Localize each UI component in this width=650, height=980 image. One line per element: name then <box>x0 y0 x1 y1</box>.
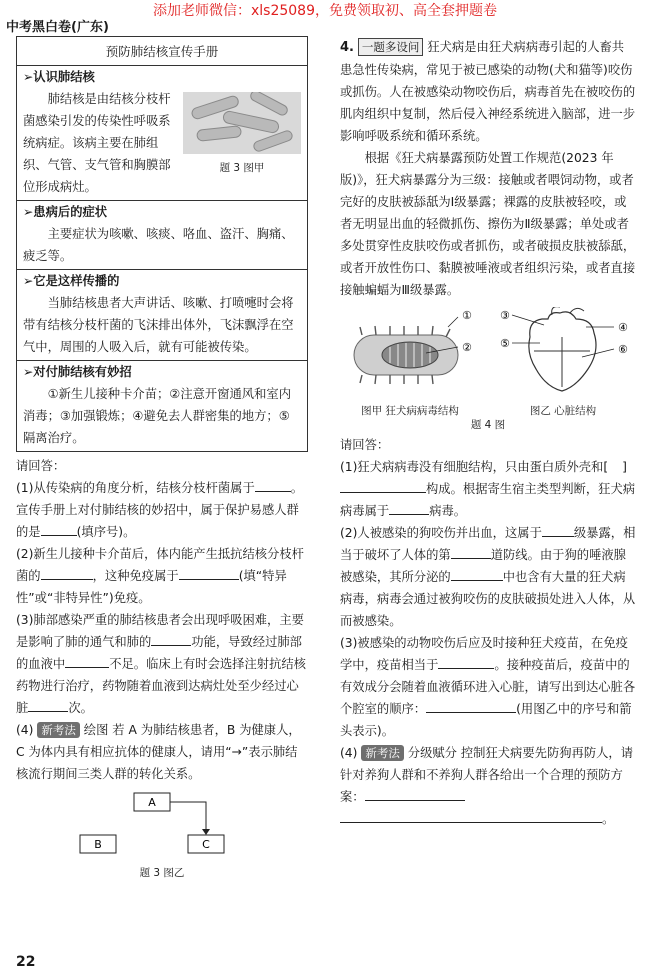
answer-blank[interactable] <box>340 478 426 493</box>
virus-illustration <box>340 307 480 397</box>
virus-caption: 图甲 狂犬病病毒结构 <box>361 405 459 417</box>
answer-blank[interactable] <box>41 565 93 580</box>
heart-illustration <box>490 307 636 397</box>
arrow-head <box>202 829 210 835</box>
bacteria-illustration <box>183 92 301 154</box>
q4-figure-captions <box>340 404 636 418</box>
heart-caption: 图乙 心脏结构 <box>529 405 597 417</box>
node-c-label: C <box>202 838 210 851</box>
answer-blank[interactable] <box>65 653 109 668</box>
book-header: 中考黑白卷(广东) <box>6 20 109 35</box>
heart-figure <box>490 307 636 404</box>
answer-blank[interactable] <box>255 477 291 492</box>
q4-intro: 4. 一题多设问 狂犬病是由狂犬病病毒引起的人畜共患急性传染病，常见于被已感染的动物(犬和猫等)咬伤或抓伤。人在被感染动物咬伤后，病毒首先在被咬伤的肌肉组织中复制，然后侵入神经系统进入脑部，进一步影响呼吸系统和循环系统。 <box>340 40 636 143</box>
answer-blank[interactable] <box>389 500 429 515</box>
node-b-label: B <box>94 838 102 851</box>
answer-blank[interactable] <box>542 522 574 537</box>
section-heading-know: ➢认识肺结核 <box>17 65 307 88</box>
left-q4: (4) 新考法 绘图 若 A 为肺结核患者，B 为健康人，C 为体内具有相应抗体的健康人，请用“→”表示肺结核流行期间三类人群的转化关系。 <box>16 723 301 781</box>
answer-blank[interactable] <box>365 786 465 801</box>
left-q3: (3)肺部感染严重的肺结核患者会出现呼吸困难，主要是影响了肺的通气和肺的 功能，导致经过肺部的血液中 不足。临床上有时会选择注射抗结核药物进行治疗，药物随着血液到达病灶处至少经过心脏 次。 <box>16 613 306 715</box>
answer-blank[interactable] <box>41 521 77 536</box>
new-method-badge: 新考法 <box>361 745 404 761</box>
label-6: ⑥ <box>618 343 628 356</box>
page-number: 22 <box>16 954 36 970</box>
left-q1: (1)从传染病的角度分析，结核分枝杆菌属于 。宣传手册上对付肺结核的妙招中，属于保护易感人群的是 (填序号)。 <box>16 477 308 543</box>
tb-bacteria-figure <box>183 92 301 174</box>
answer-blank[interactable] <box>151 631 191 646</box>
answer-blank[interactable] <box>28 697 68 712</box>
right-q3: (3)被感染的动物咬伤后应及时接种狂犬疫苗，在免疫学中，疫苗相当于 。接种疫苗后，疫苗中的有效成分会随着血液循环进入心脏，请写出到达心脏各个腔室的顺序： (用图乙中的序号和箭头表示)。 <box>340 636 636 738</box>
arrow-a-to-c <box>170 802 206 833</box>
left-column <box>16 36 308 880</box>
answer-blank[interactable] <box>340 808 602 823</box>
label-1: ① <box>462 309 472 322</box>
left-q2: (2)新生儿接种卡介苗后，体内能产生抵抗结核分枝杆菌的 ，这种免疫属于 (填“特异性”或“非特异性”)免疫。 <box>16 547 304 605</box>
section-text-spread: 当肺结核患者大声讲话、咳嗽、打喷嚏时会将带有结核分枝杆菌的飞沫排出体外，飞沫飘浮在空气中，周围的人吸入后，就有可能被传染。 <box>23 296 294 354</box>
section-text-know: 肺结核是由结核分枝杆菌感染引发的传染性呼吸系统病症。该病主要在肺组织、气管、支气管和胸膜部位形成病灶。 <box>23 92 171 194</box>
right-q4: (4) 新考法 分级赋分 控制狂犬病要先防狗再防人，请针对养狗人群和不养狗人群各给出一个合理的预防方案： <box>340 746 634 804</box>
virus-figure <box>340 307 480 404</box>
answer-blank[interactable] <box>426 698 516 713</box>
fig-3b-diagram <box>16 789 308 880</box>
brochure-box <box>16 36 308 452</box>
section-heading-spread: ➢它是这样传播的 <box>17 269 307 292</box>
fig-3a-caption: 题 3 图甲 <box>219 162 265 174</box>
section-heading-symptoms: ➢患病后的症状 <box>17 200 307 223</box>
multi-question-badge: 一题多设问 <box>358 38 424 56</box>
node-a-label: A <box>148 796 156 809</box>
right-ask: 请回答： <box>340 438 390 452</box>
answer-blank[interactable] <box>438 654 494 669</box>
answer-blank[interactable] <box>451 544 491 559</box>
answer-blank[interactable] <box>451 566 503 581</box>
q4-para2: 根据《狂犬病暴露预防处置工作规范(2023 年版)》，狂犬病暴露分为三级：接触或者喂饲动物，或者完好的皮肤被舔舐为Ⅰ级暴露；裸露的皮肤被轻咬，或者无明显出血的轻微抓伤、擦伤为Ⅱ级暴露；单处或者多处贯穿性皮肤咬伤或者抓伤，或者破损皮肤被舔舐，或者开放性伤口、黏膜被唾液或者组织污染，或者直接接触蝙蝠为Ⅲ级暴露。 <box>340 151 636 297</box>
label-4: ④ <box>618 321 628 334</box>
label-2: ② <box>462 341 472 354</box>
right-q2: (2)人被感染的狗咬伤并出血，这属于 级暴露，相当于破坏了人体的第 道防线。由于狗的唾液腺被感染，其所分泌的 中也含有大量的狂犬病病毒，病毒会通过被狗咬伤的皮肤破损处进入人体，从而被感染。 <box>340 522 636 632</box>
right-column <box>340 36 636 830</box>
left-ask: 请回答： <box>16 459 66 473</box>
promo-banner: 添加老师微信：xls25089，免费领取初、高全套押题卷 <box>152 3 497 19</box>
population-diagram <box>62 789 262 859</box>
section-text-symptoms: 主要症状为咳嗽、咳痰、咯血、盗汗、胸痛、疲乏等。 <box>23 227 294 263</box>
fig-3b-caption: 题 3 图乙 <box>139 867 185 879</box>
section-text-prevent: ①新生儿接种卡介苗；②注意开窗通风和室内消毒；③加强锻炼；④避免去人群密集的地方；⑤隔离治疗。 <box>23 387 291 445</box>
right-q1: (1)狂犬病病毒没有细胞结构，只由蛋白质外壳和[ ]构成。根据寄生宿主类型判断，狂犬病病毒属于 病毒。 <box>340 460 636 518</box>
fig-4-caption: 题 4 图 <box>470 419 506 431</box>
q4-figures <box>340 307 636 404</box>
answer-blank[interactable] <box>179 565 239 580</box>
brochure-title: 预防肺结核宣传手册 <box>105 44 219 59</box>
new-method-badge: 新考法 <box>37 722 80 738</box>
label-3: ③ <box>500 309 510 322</box>
right-q4-line: 。 <box>340 808 636 830</box>
section-heading-prevent: ➢对付肺结核有妙招 <box>17 360 307 383</box>
label-5: ⑤ <box>500 337 510 350</box>
